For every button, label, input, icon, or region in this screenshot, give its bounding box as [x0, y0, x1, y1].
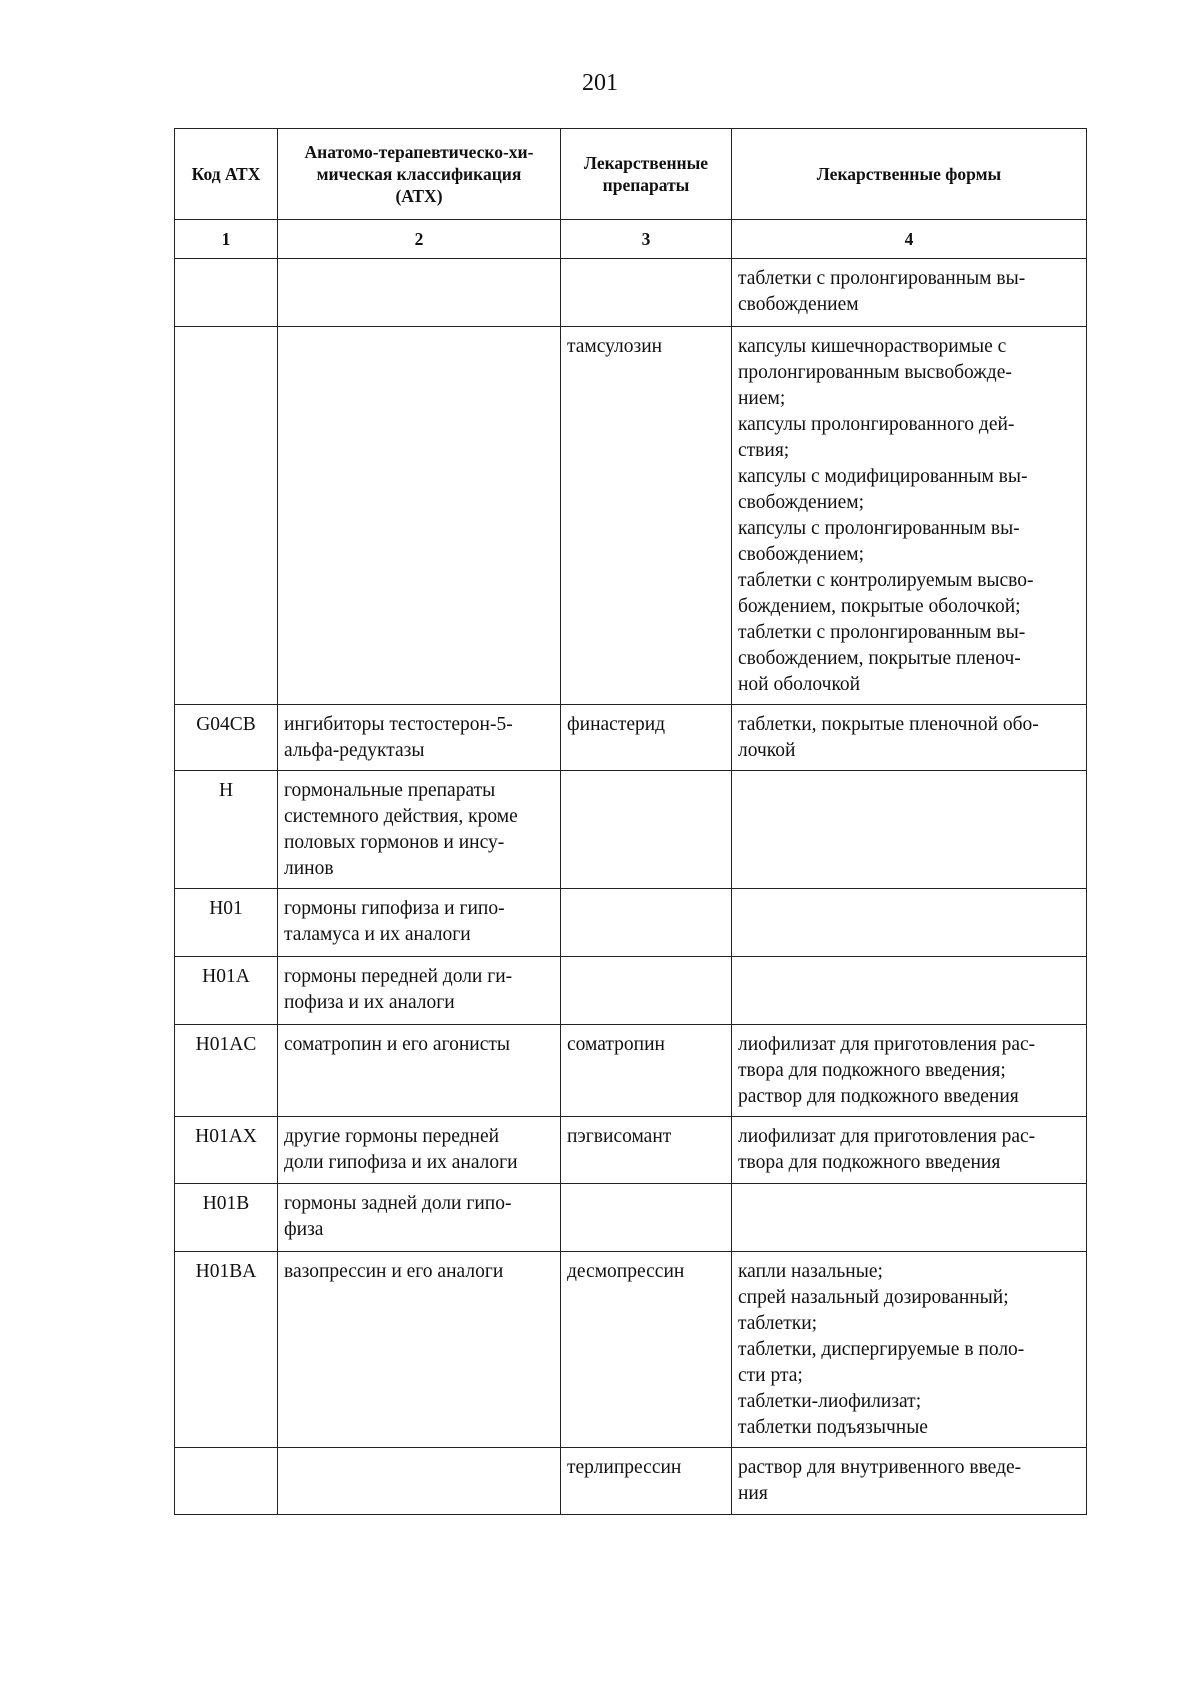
text-line: ния [738, 1483, 768, 1504]
table-row [175, 1252, 1087, 1448]
text-line: капли назальные; [738, 1261, 883, 1282]
header-code [175, 129, 278, 220]
classification-cell [278, 1252, 561, 1448]
atx-code-cell [175, 327, 278, 705]
dosage-forms-cell [732, 1025, 1087, 1117]
classification-cell [278, 1117, 561, 1184]
text-line: таблетки; [738, 1313, 818, 1334]
dosage-forms-cell [732, 889, 1087, 957]
dosage-forms-cell [732, 705, 1087, 771]
table-row [175, 259, 1087, 327]
classification-cell [278, 1184, 561, 1252]
drug-cell [561, 1184, 732, 1252]
atx-code-cell [175, 259, 278, 327]
text-line: свобождением; [738, 492, 864, 513]
dosage-forms-cell [732, 1448, 1087, 1515]
text-line: гормональные препараты [284, 780, 496, 801]
table-row [175, 705, 1087, 771]
text-line: таблетки с пролонгированным вы- [738, 268, 1026, 289]
text-line: пэгвисомант [567, 1126, 672, 1147]
text-line: раствор для подкожного введения [738, 1086, 1019, 1107]
text-line: терлипрессин [567, 1457, 682, 1478]
classification-cell [278, 1448, 561, 1515]
text-line: нием; [738, 388, 786, 409]
atx-code-cell: H01BA [175, 1252, 278, 1448]
text-line: доли гипофиза и их аналоги [284, 1152, 518, 1173]
text-line: Лекарственные [583, 153, 709, 173]
text-line: капсулы с пролонгированным вы- [738, 518, 1020, 539]
text-line: мическая классификация [316, 164, 522, 184]
text-line: пролонгированным высвобожде- [738, 362, 1012, 383]
table-row [175, 1448, 1087, 1515]
text-line: гормоны гипофиза и гипо- [284, 898, 505, 919]
header-row [175, 129, 1087, 220]
atx-code-cell: H01B [175, 1184, 278, 1252]
text-line: таблетки с пролонгированным вы- [738, 622, 1026, 643]
column-number: 4 [732, 220, 1087, 259]
table-row [175, 1025, 1087, 1117]
text-line: таламуса и их аналоги [284, 924, 471, 945]
text-line: таблетки, покрытые пленочной обо- [738, 714, 1039, 735]
classification-cell [278, 327, 561, 705]
text-line: физа [284, 1219, 324, 1240]
atx-code-cell [175, 1448, 278, 1515]
drug-cell [561, 327, 732, 705]
atx-table [174, 128, 1087, 1515]
drug-cell [561, 259, 732, 327]
text-line: половых гормонов и инсу- [284, 832, 505, 853]
text-line: таблетки, диспергируемые в поло- [738, 1339, 1025, 1360]
classification-cell [278, 259, 561, 327]
header-drugs [561, 129, 732, 220]
classification-cell [278, 705, 561, 771]
text-line: раствор для внутривенного введе- [738, 1457, 1022, 1478]
text-line: ингибиторы тестостерон-5- [284, 714, 513, 735]
text-line: таблетки подъязычные [738, 1417, 928, 1438]
atx-code-cell: H01AX [175, 1117, 278, 1184]
column-number: 2 [278, 220, 561, 259]
text-line: тамсулозин [567, 336, 663, 357]
dosage-forms-cell [732, 1184, 1087, 1252]
text-line: лочкой [738, 740, 796, 761]
header-forms [732, 129, 1087, 220]
text-line: гормоны задней доли гипо- [284, 1193, 512, 1214]
column-number: 1 [175, 220, 278, 259]
table-row [175, 771, 1087, 889]
text-line: капсулы кишечнорастворимые с [738, 336, 1007, 357]
column-number: 3 [561, 220, 732, 259]
atx-code-cell: G04CB [175, 705, 278, 771]
dosage-forms-cell [732, 259, 1087, 327]
text-line: финастерид [567, 714, 666, 735]
text-line: бождением, покрытые оболочкой; [738, 596, 1021, 617]
text-line: таблетки с контролируемым высво- [738, 570, 1034, 591]
text-line: капсулы пролонгированного дей- [738, 414, 1015, 435]
dosage-forms-cell [732, 771, 1087, 889]
text-line: препараты [602, 175, 690, 195]
atx-code-cell: H01A [175, 957, 278, 1025]
classification-cell [278, 889, 561, 957]
dosage-forms-cell [732, 957, 1087, 1025]
text-line: Лекарственные формы [816, 164, 1002, 184]
table-row [175, 957, 1087, 1025]
drug-cell [561, 771, 732, 889]
text-line: соматропин [567, 1034, 665, 1055]
text-line: твора для подкожного введения; [738, 1060, 1006, 1081]
drug-cell [561, 957, 732, 1025]
text-line: пофиза и их аналоги [284, 992, 455, 1013]
atx-code-cell: H01AC [175, 1025, 278, 1117]
drug-cell [561, 1117, 732, 1184]
drug-cell [561, 889, 732, 957]
text-line: ной оболочкой [738, 674, 861, 695]
text-line: сти рта; [738, 1365, 803, 1386]
atx-code-cell: H [175, 771, 278, 889]
text-line: Анатомо-терапевтическо-хи- [304, 142, 534, 162]
text-line: твора для подкожного введения [738, 1152, 1001, 1173]
text-line: гормоны передней доли ги- [284, 966, 513, 987]
text-line: десмопрессин [567, 1261, 685, 1282]
column-number-row [175, 220, 1087, 259]
drug-cell [561, 705, 732, 771]
text-line: вазопрессин и его аналоги [284, 1261, 504, 1282]
text-line: соматропин и его агонисты [284, 1034, 511, 1055]
dosage-forms-cell [732, 327, 1087, 705]
text-line: (АТХ) [395, 186, 443, 206]
text-line: лиофилизат для приготовления рас- [738, 1126, 1036, 1147]
table-row [175, 1117, 1087, 1184]
dosage-forms-cell [732, 1117, 1087, 1184]
drug-cell [561, 1448, 732, 1515]
text-line: таблетки-лиофилизат; [738, 1391, 922, 1412]
text-line: свобождением; [738, 544, 864, 565]
header-classification [278, 129, 561, 220]
text-line: альфа-редуктазы [284, 740, 425, 761]
text-line: ствия; [738, 440, 790, 461]
table-row [175, 327, 1087, 705]
classification-cell [278, 771, 561, 889]
dosage-forms-cell [732, 1252, 1087, 1448]
text-line: другие гормоны передней [284, 1126, 500, 1147]
page-number: 201 [582, 70, 618, 96]
drug-cell [561, 1252, 732, 1448]
table-row [175, 889, 1087, 957]
text-line: спрей назальный дозированный; [738, 1287, 1009, 1308]
text-line: Код АТХ [191, 164, 261, 184]
text-line: лиофилизат для приготовления рас- [738, 1034, 1036, 1055]
drug-cell [561, 1025, 732, 1117]
text-line: линов [284, 858, 334, 879]
classification-cell [278, 957, 561, 1025]
text-line: капсулы с модифицированным вы- [738, 466, 1028, 487]
classification-cell [278, 1025, 561, 1117]
text-line: системного действия, кроме [284, 806, 518, 827]
atx-code-cell: H01 [175, 889, 278, 957]
table-row [175, 1184, 1087, 1252]
text-line: свобождением [738, 294, 859, 315]
text-line: свобождением, покрытые пленоч- [738, 648, 1021, 669]
